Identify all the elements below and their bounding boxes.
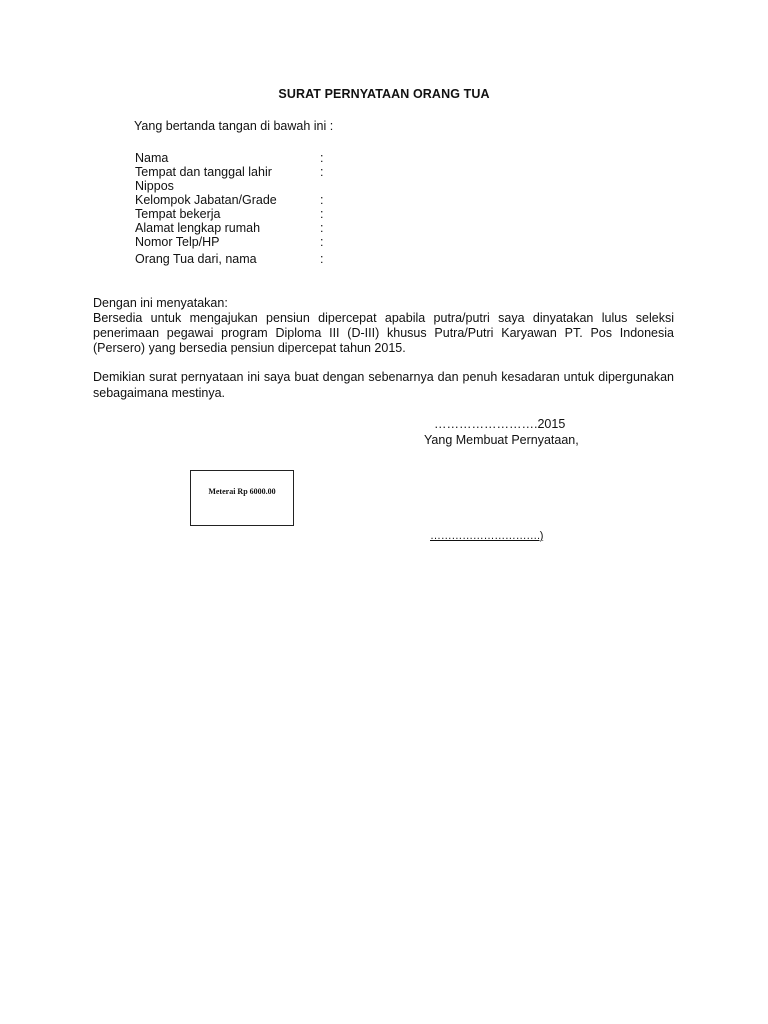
field-label: Nomor Telp/HP bbox=[135, 235, 220, 249]
field-row-tempat-bekerja bbox=[135, 207, 435, 221]
field-row-nama bbox=[135, 151, 435, 165]
statement-heading: Dengan ini menyatakan: bbox=[93, 296, 228, 310]
field-label: Nippos bbox=[135, 179, 174, 193]
field-colon: : bbox=[320, 235, 324, 249]
field-colon: : bbox=[320, 221, 324, 235]
field-row-nippos bbox=[135, 179, 435, 193]
field-label: Nama bbox=[135, 151, 169, 165]
field-colon: : bbox=[320, 207, 324, 221]
field-label: Orang Tua dari, nama bbox=[135, 252, 257, 266]
closing-paragraph: Demikian surat pernyataan ini saya buat dengan sebenarnya dan penuh kesadaran untuk dipergunakan sebagaimana mestinya. bbox=[93, 370, 674, 400]
document-title: SURAT PERNYATAAN ORANG TUA bbox=[278, 87, 490, 101]
signature-line: ………………………….) bbox=[430, 530, 544, 542]
signer-label: Yang Membuat Pernyataan, bbox=[424, 433, 579, 447]
field-row-orang-tua-dari bbox=[135, 252, 435, 266]
field-colon: : bbox=[320, 151, 324, 165]
field-row-tempat-tanggal-lahir bbox=[135, 165, 435, 179]
field-label: Tempat bekerja bbox=[135, 207, 221, 221]
field-row-alamat bbox=[135, 221, 435, 235]
intro-text: Yang bertanda tangan di bawah ini : bbox=[134, 119, 334, 133]
field-label: Kelompok Jabatan/Grade bbox=[135, 193, 277, 207]
field-colon: : bbox=[320, 193, 324, 207]
field-colon: : bbox=[320, 165, 324, 179]
identity-fields bbox=[135, 151, 435, 266]
date-line: …………………….2015 bbox=[434, 417, 566, 431]
field-label: Alamat lengkap rumah bbox=[135, 221, 261, 235]
stamp-box bbox=[190, 470, 294, 526]
stamp-text: Meterai Rp 6000.00 bbox=[208, 487, 276, 496]
field-row-nomor-telp bbox=[135, 235, 435, 249]
field-label: Tempat dan tanggal lahir bbox=[135, 165, 272, 179]
statement-paragraph: Bersedia untuk mengajukan pensiun dipercepat apabila putra/putri saya dinyatakan lulus seleksi penerimaan pegawai program Diploma III (D-III) khusus Putra/Putri Karyawan PT. Pos Indonesia (Persero) yang bersedia pensiun dipercepat tahun 2015. bbox=[93, 311, 674, 355]
field-colon: : bbox=[320, 252, 324, 266]
field-row-kelompok-jabatan bbox=[135, 193, 435, 207]
